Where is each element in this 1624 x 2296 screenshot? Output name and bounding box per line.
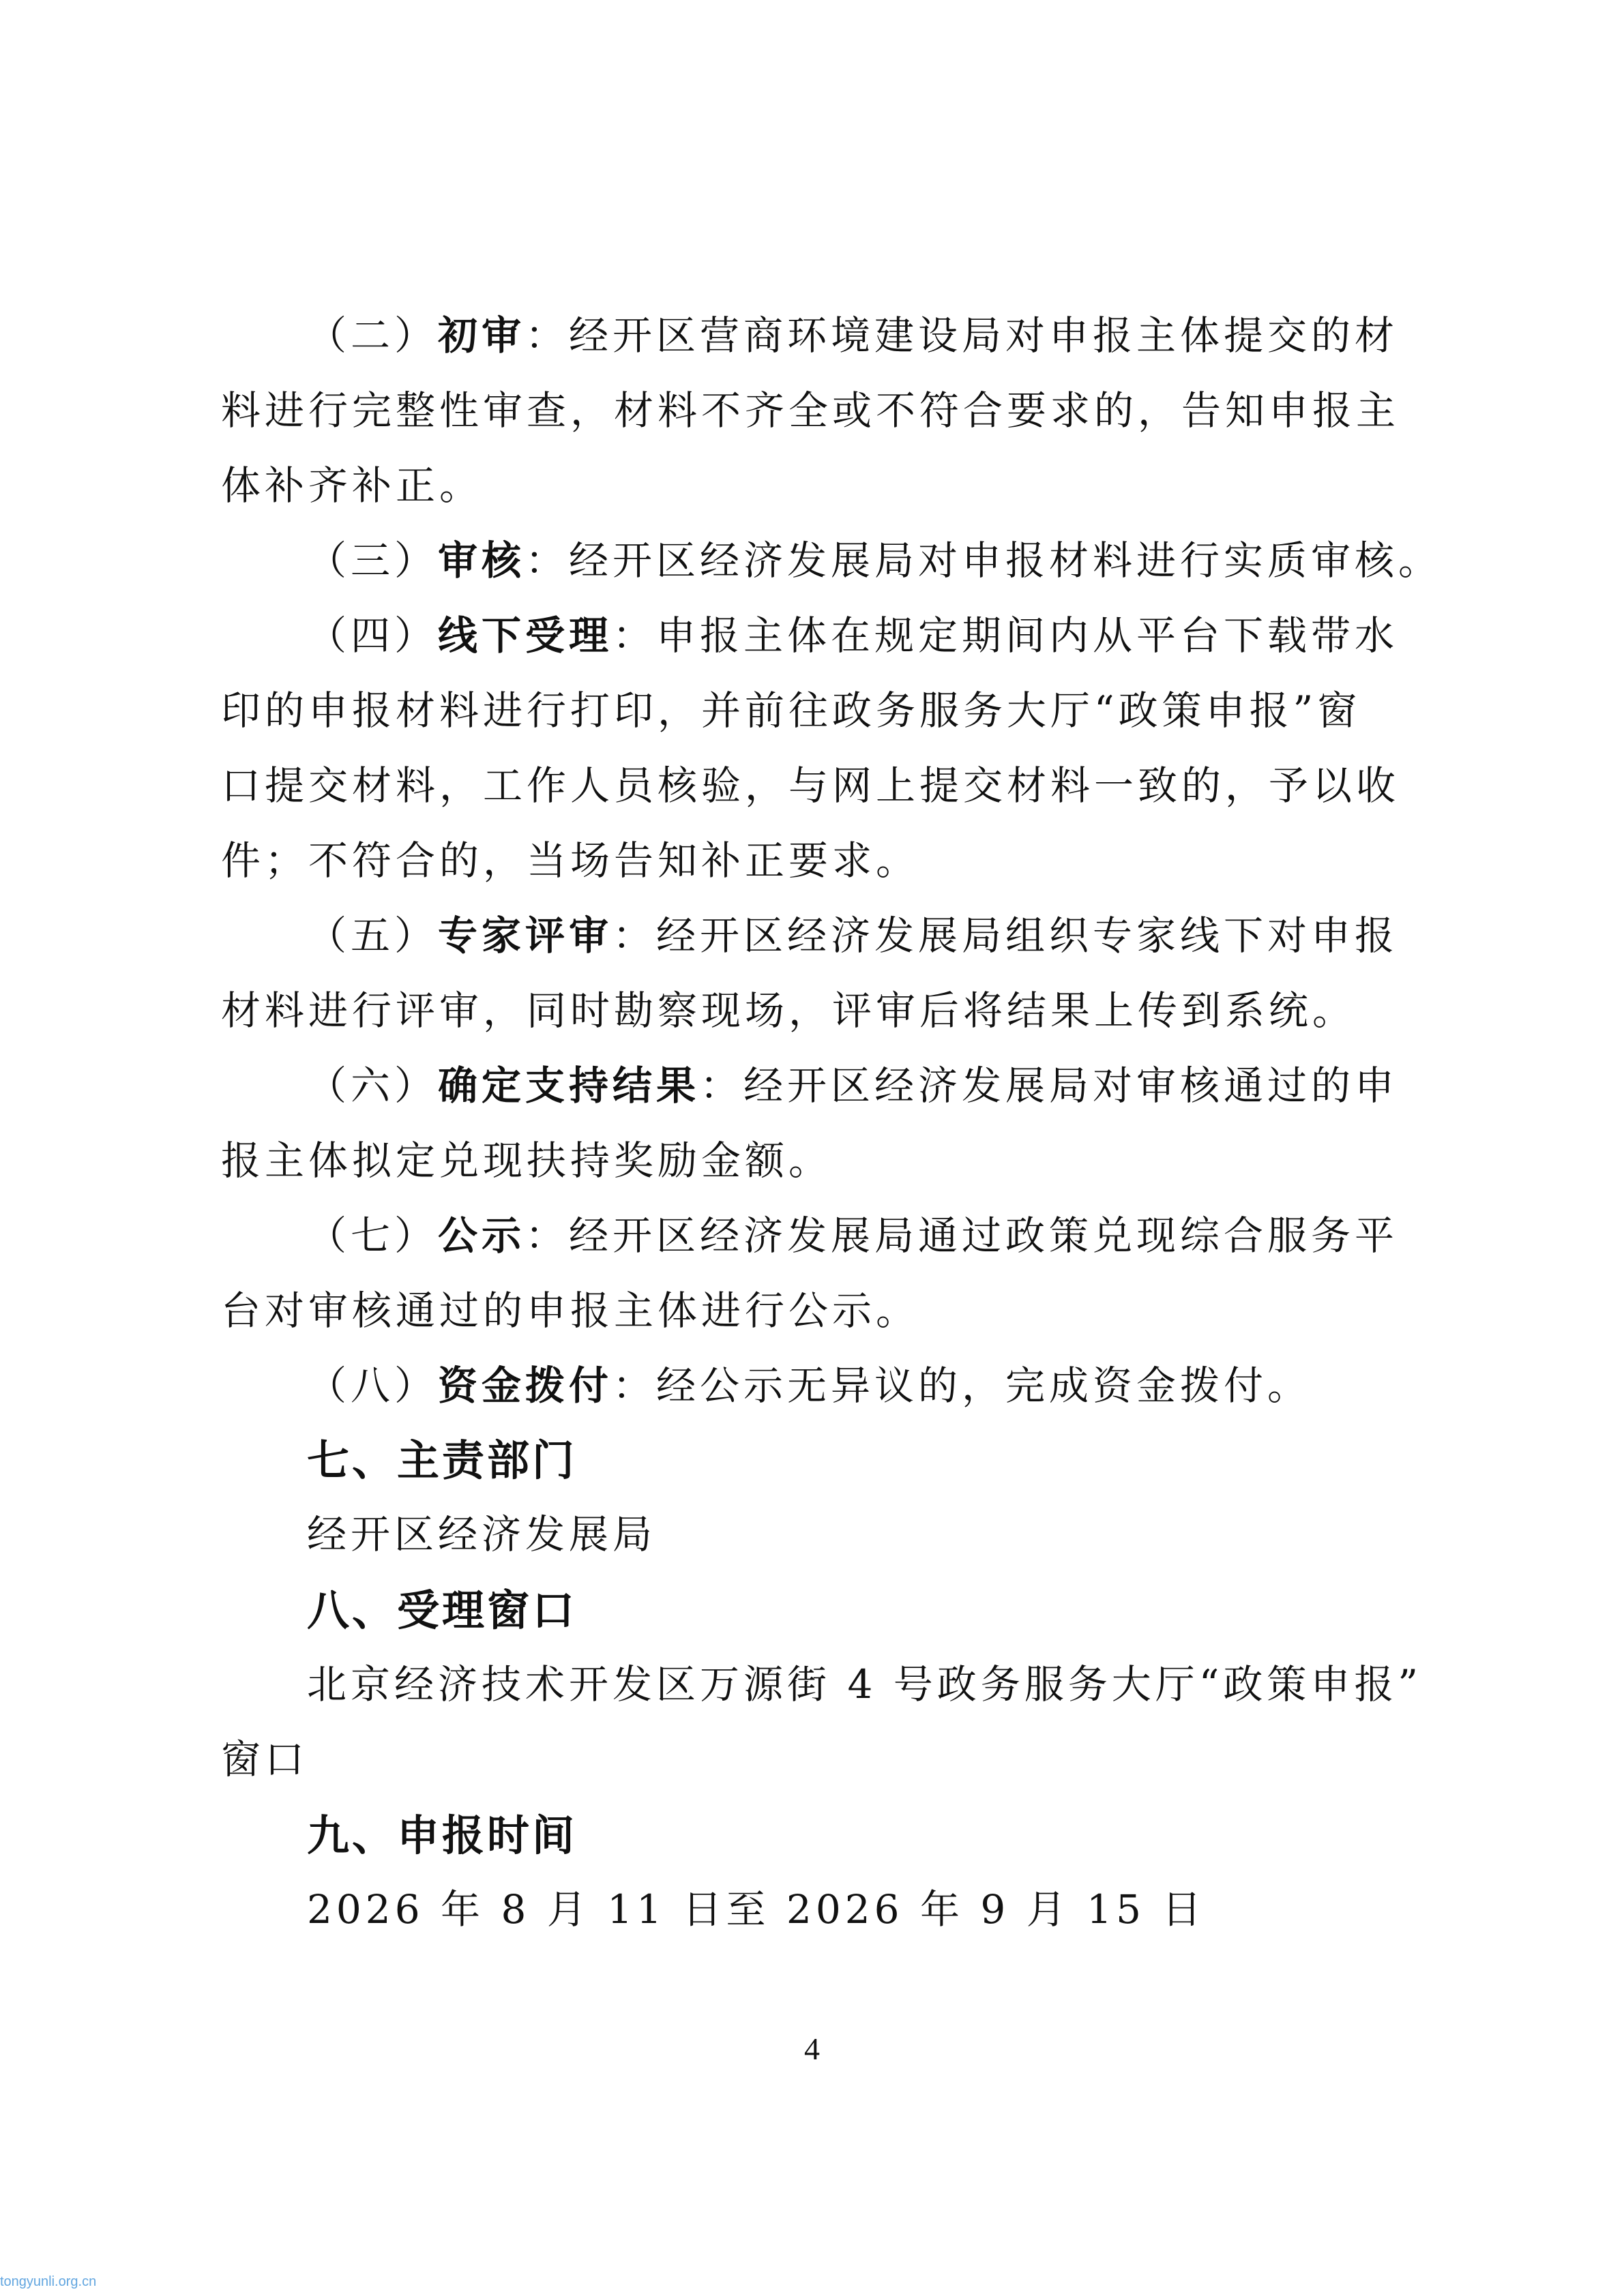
item-number: （四） <box>307 612 439 659</box>
item-text: 经公示无异议的，完成资金拨付。 <box>656 1362 1312 1409</box>
item-term: 资金拨付 <box>438 1362 613 1409</box>
paragraph-preliminary-review-line-1 <box>307 311 1412 360</box>
item-term: 专家评审 <box>438 912 613 959</box>
section-heading-acceptance-window: 八、受理窗口 <box>307 1585 578 1635</box>
paragraph-expert-review-line-2: 材料进行评审，同时勘察现场，评审后将结果上传到系统。 <box>221 987 1357 1034</box>
item-text: 申报主体在规定期间内从平台下载带水 <box>656 612 1399 659</box>
item-term: 初审 <box>438 312 526 359</box>
colon: ： <box>612 612 657 659</box>
paragraph-offline-acceptance-line-1 <box>307 611 1412 660</box>
colon: ： <box>525 1212 570 1259</box>
colon: ： <box>612 1362 657 1409</box>
page-number: 4 <box>804 2031 820 2066</box>
item-number: （七） <box>307 1212 439 1259</box>
paragraph-offline-acceptance-line-3: 口提交材料，工作人员核验，与网上提交材料一致的，予以收 <box>221 762 1400 809</box>
paragraph-review-line-1 <box>307 536 1443 585</box>
item-number: （二） <box>307 312 439 359</box>
item-number: （六） <box>307 1062 439 1109</box>
paragraph-publicity-line-1 <box>307 1211 1412 1260</box>
item-text: 经开区经济发展局通过政策兑现综合服务平 <box>569 1212 1399 1259</box>
paragraph-expert-review-line-1 <box>307 911 1412 960</box>
item-number: （五） <box>307 912 439 959</box>
section-body-acceptance-window-line-2: 窗口 <box>221 1736 309 1783</box>
item-term: 公示 <box>438 1212 526 1259</box>
paragraph-fund-disbursement-line-1 <box>307 1361 1412 1410</box>
item-number: （三） <box>307 537 439 584</box>
paragraph-offline-acceptance-line-2: 印的申报材料进行打印，并前往政务服务大厅“政策申报”窗 <box>221 687 1361 734</box>
item-text: 经开区经济发展局对审核通过的申 <box>743 1062 1399 1109</box>
item-number: （八） <box>307 1362 439 1409</box>
colon: ： <box>525 537 570 584</box>
colon: ： <box>700 1062 744 1109</box>
section-body-responsible-department: 经开区经济发展局 <box>307 1511 657 1557</box>
item-text: 经开区经济发展局对申报材料进行实质审核。 <box>569 537 1443 584</box>
paragraph-preliminary-review-line-3: 体补齐补正。 <box>221 462 484 509</box>
paragraph-support-result-line-1 <box>307 1061 1412 1110</box>
paragraph-publicity-line-2: 台对审核通过的申报主体进行公示。 <box>221 1287 920 1334</box>
item-text: 经开区经济发展局组织专家线下对申报 <box>656 912 1399 959</box>
section-heading-application-time: 九、申报时间 <box>307 1810 578 1860</box>
section-body-application-time: 2026 年 8 月 11 日至 2026 年 9 月 15 日 <box>307 1886 1206 1933</box>
section-heading-responsible-department: 七、主责部门 <box>307 1435 578 1485</box>
item-term: 确定支持结果 <box>438 1062 700 1109</box>
colon: ： <box>525 312 570 359</box>
item-text: 经开区营商环境建设局对申报主体提交的材 <box>569 312 1399 359</box>
paragraph-offline-acceptance-line-4: 件；不符合的，当场告知补正要求。 <box>221 837 920 884</box>
item-term: 审核 <box>438 537 526 584</box>
paragraph-preliminary-review-line-2: 料进行完整性审查，材料不齐全或不符合要求的，告知申报主 <box>221 387 1400 434</box>
site-watermark: tongyunli.org.cn <box>0 2274 97 2289</box>
section-body-acceptance-window-line-1: 北京经济技术开发区万源街 4 号政务服务大厅“政策申报” <box>307 1661 1423 1708</box>
paragraph-support-result-line-2: 报主体拟定兑现扶持奖励金额。 <box>221 1137 833 1184</box>
item-term: 线下受理 <box>438 612 613 659</box>
colon: ： <box>612 912 657 959</box>
